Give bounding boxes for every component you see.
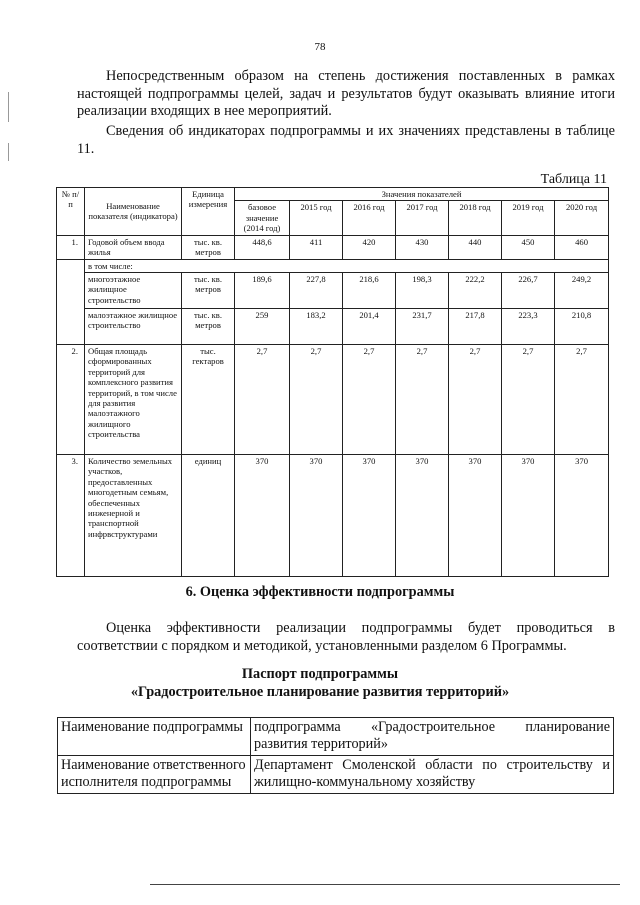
row-value: 370	[290, 455, 343, 577]
page-number: 78	[314, 41, 326, 53]
row-value: 198,3	[396, 273, 449, 309]
row-value: 226,7	[502, 273, 555, 309]
passport-title	[0, 665, 640, 701]
table-row	[57, 273, 609, 309]
row-name: Годовой объем ввода жилья	[85, 235, 182, 259]
row-value: 2,7	[449, 345, 502, 455]
passport-value: Департамент Смоленской области по строительству и жилищно-коммунальному хозяйству	[251, 755, 614, 793]
row-num: 1.	[57, 235, 85, 259]
header-base: базовое значение (2014 год)	[235, 201, 290, 235]
row-value: 2,7	[555, 345, 609, 455]
row-value: 2,7	[235, 345, 290, 455]
row-value: 370	[396, 455, 449, 577]
row-name: Количество земельных участков, предоставленных многодетным семьям, обеспеченных инженерной и транспортной инфрвструктурами	[85, 455, 182, 577]
row-value: 420	[343, 235, 396, 259]
row-num: 3.	[57, 455, 85, 577]
intro-text-1: Непосредственным образом на степень достижения поставленных в рамках настоящей подпрограммы целей, задач и результатов будут оказывать влияние итоги реализации входящих в нее мероприятий.	[77, 68, 615, 120]
row-value: 430	[396, 235, 449, 259]
passport-value: подпрограмма «Градостроительное планирование развития территорий»	[251, 718, 614, 756]
row-unit: единиц	[182, 455, 235, 577]
header-name: Наименование показателя (индикатора)	[85, 188, 182, 236]
header-year: 2019 год	[502, 201, 555, 235]
row-value: 448,6	[235, 235, 290, 259]
header-num: № п/п	[57, 188, 85, 236]
row-value: 259	[235, 309, 290, 345]
row-value: 231,7	[396, 309, 449, 345]
row-name: малоэтажное жилищное строительство	[85, 309, 182, 345]
passport-row	[58, 755, 614, 793]
row-value: 370	[502, 455, 555, 577]
row-unit: тыс. гектаров	[182, 345, 235, 455]
row-value: 227,8	[290, 273, 343, 309]
row-value: 2,7	[502, 345, 555, 455]
row-value: 440	[449, 235, 502, 259]
table-row	[57, 345, 609, 455]
passport-label: Наименование подпрограммы	[58, 718, 251, 756]
row-value: 249,2	[555, 273, 609, 309]
row-value: 460	[555, 235, 609, 259]
table-row-subheader	[57, 259, 609, 272]
row-unit: тыс. кв. метров	[182, 309, 235, 345]
row-value: 223,3	[502, 309, 555, 345]
intro-paragraph-2	[77, 123, 615, 158]
section-paragraph	[77, 620, 615, 655]
row-value: 2,7	[290, 345, 343, 455]
row-subheader: в том числе:	[85, 259, 609, 272]
table-caption: Таблица 11	[540, 172, 607, 187]
row-num: 2.	[57, 345, 85, 455]
header-year: 2020 год	[555, 201, 609, 235]
header-unit: Единица измерения	[182, 188, 235, 236]
row-value: 218,6	[343, 273, 396, 309]
row-value: 2,7	[396, 345, 449, 455]
table-row	[57, 235, 609, 259]
passport-row	[58, 718, 614, 756]
row-value: 201,4	[343, 309, 396, 345]
row-unit: тыс. кв. метров	[182, 235, 235, 259]
row-value: 411	[290, 235, 343, 259]
row-value: 370	[449, 455, 502, 577]
passport-label: Наименование ответственного исполнителя подпрограммы	[58, 755, 251, 793]
indicators-table	[56, 187, 609, 577]
row-name: Общая площадь сформированных территорий для комплексного развития территорий, в том числе для развития малоэтажного жилищного строительства	[85, 345, 182, 455]
row-value: 217,8	[449, 309, 502, 345]
table-row	[57, 309, 609, 345]
row-unit: тыс. кв. метров	[182, 273, 235, 309]
row-name: многоэтажное жилищное строительство	[85, 273, 182, 309]
header-year: 2018 год	[449, 201, 502, 235]
passport-title-line-1: Паспорт подпрограммы	[241, 666, 399, 682]
footer-rule	[150, 884, 620, 885]
row-value: 189,6	[235, 273, 290, 309]
margin-mark	[8, 143, 9, 161]
row-value: 222,2	[449, 273, 502, 309]
row-value: 183,2	[290, 309, 343, 345]
passport-title-line-2: «Градостроительное планирование развития территорий»	[130, 684, 510, 700]
row-value: 210,8	[555, 309, 609, 345]
row-value: 370	[235, 455, 290, 577]
intro-paragraph-1	[77, 68, 615, 121]
table-row	[57, 455, 609, 577]
section-text: Оценка эффективности реализации подпрограммы будет проводиться в соответствии с порядком и методикой, установленными разделом 6 Программы.	[77, 620, 615, 654]
margin-mark	[8, 92, 9, 122]
row-value: 2,7	[343, 345, 396, 455]
row-value: 450	[502, 235, 555, 259]
header-values-group: Значения показателей	[235, 188, 609, 201]
row-value: 370	[555, 455, 609, 577]
section-heading: 6. Оценка эффективности подпрограммы	[185, 584, 455, 600]
header-year: 2016 год	[343, 201, 396, 235]
header-year: 2015 год	[290, 201, 343, 235]
row-num	[57, 259, 85, 344]
row-value: 370	[343, 455, 396, 577]
passport-table	[57, 717, 614, 794]
header-year: 2017 год	[396, 201, 449, 235]
intro-text-2: Сведения об индикаторах подпрограммы и их значениях представлены в таблице 11.	[77, 123, 615, 157]
